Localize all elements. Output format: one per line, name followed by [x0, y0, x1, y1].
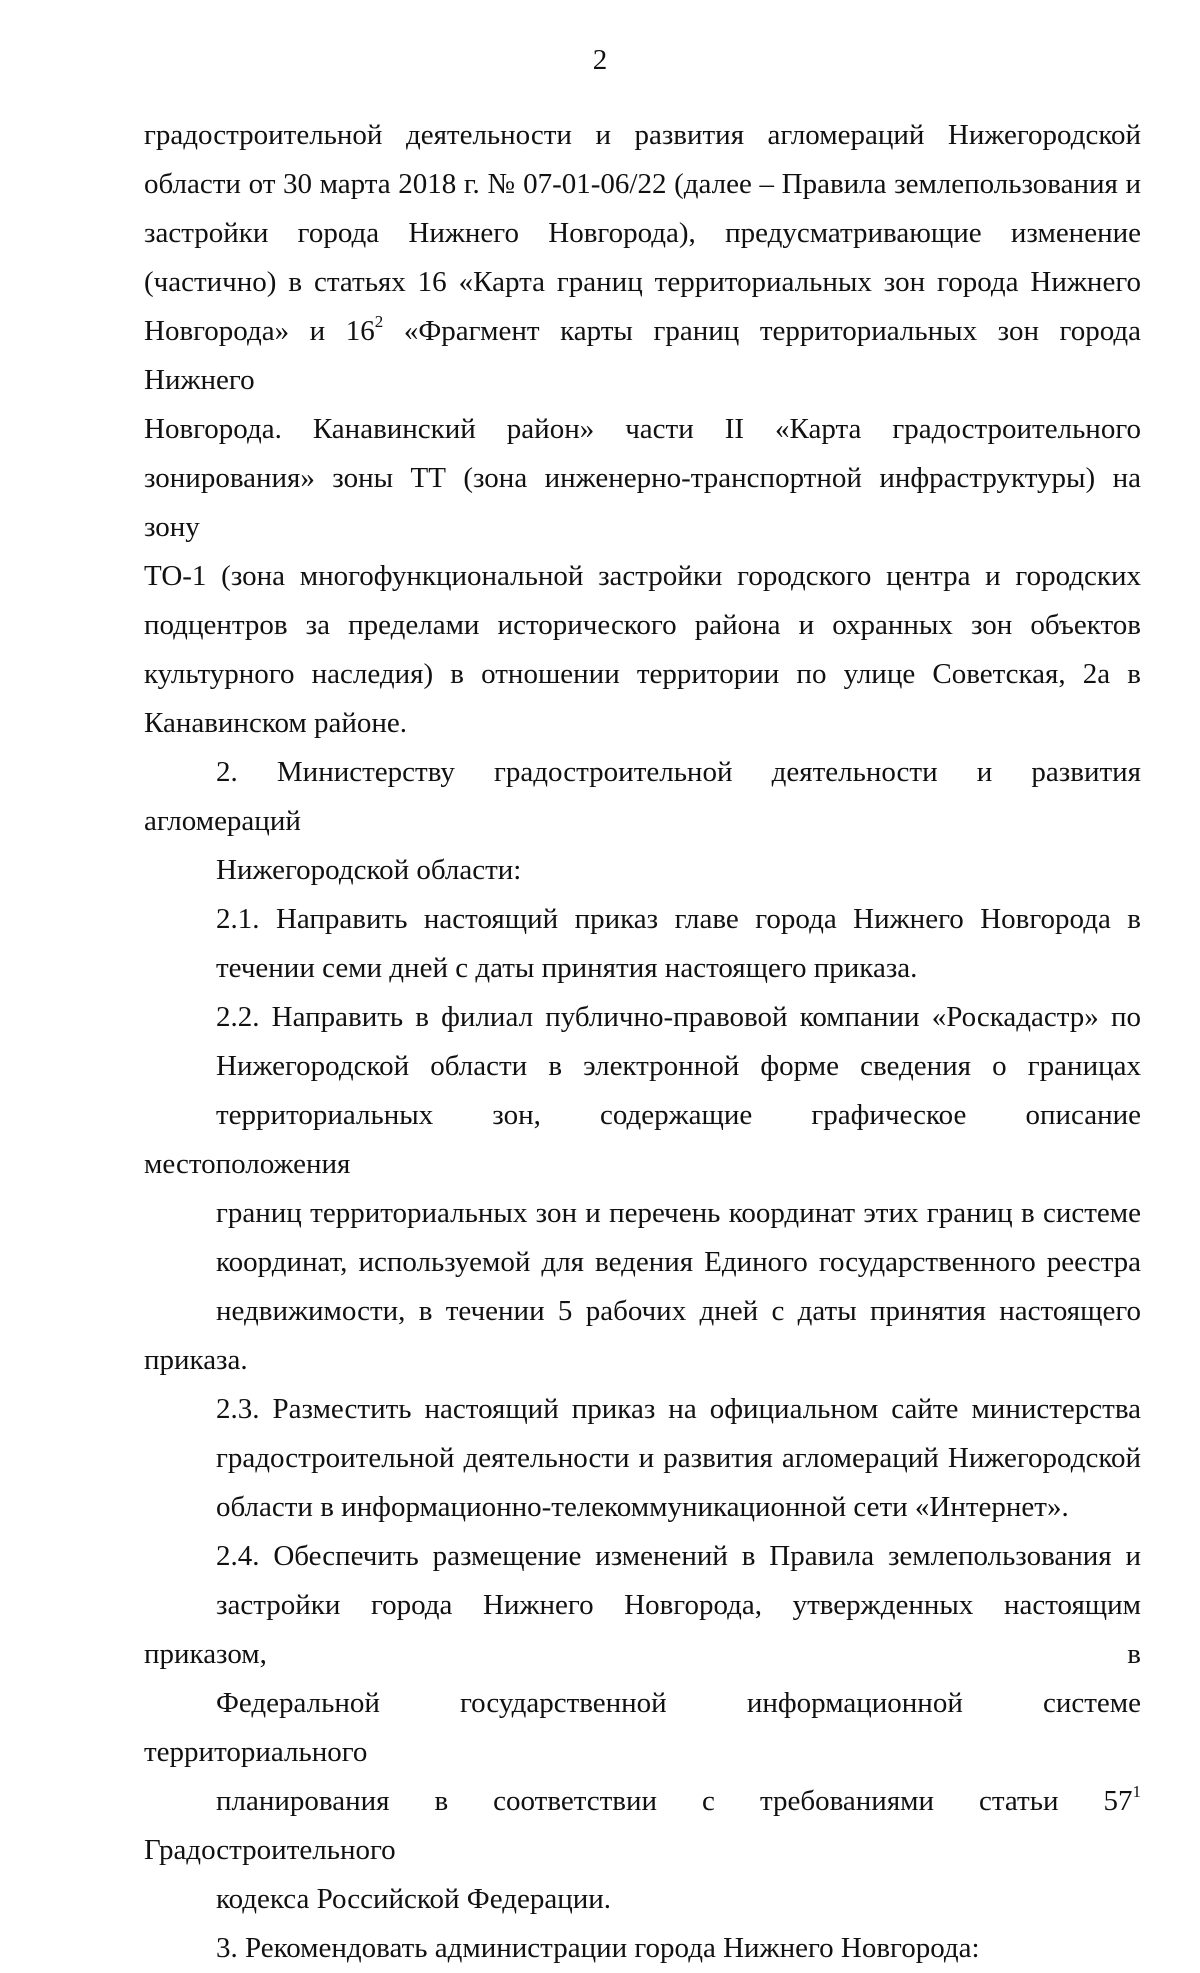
superscript: 2: [374, 312, 384, 331]
text-line: кодекса Российской Федерации.: [216, 1883, 611, 1915]
page-number: 2: [592, 44, 608, 76]
text-line: застройки города Нижнего Новгорода), предусматривающие изменение: [144, 217, 1141, 249]
text-line: области в информационно-телекоммуникационной сети «Интернет».: [216, 1491, 1069, 1523]
text-line: 2.1. Направить настоящий приказ главе города Нижнего Новгорода в: [216, 903, 1141, 935]
paragraph-2-2: [144, 993, 1141, 1385]
text-line: культурного наследия) в отношении территории по улице Советская, 2а в: [144, 658, 1141, 690]
text-line-with-superscript: [144, 307, 1141, 405]
text-line: 2.2. Направить в филиал публично-правовой компании «Роскадастр» по: [216, 1001, 1141, 1033]
text-fragment: Градостроительного: [144, 1834, 396, 1866]
paragraph-2: [144, 748, 1141, 895]
text-line: территориальных зон, содержащие графическое описание местоположения: [144, 1099, 1141, 1180]
text-line: течении семи дней с даты принятия настоящего приказа.: [216, 952, 918, 984]
paragraph-2-1: [144, 895, 1141, 993]
text-line: 3. Рекомендовать администрации города Нижнего Новгорода:: [216, 1932, 980, 1964]
text-line: границ территориальных зон и перечень координат этих границ в системе: [216, 1197, 1141, 1229]
paragraph-2-4: [144, 1532, 1141, 1924]
text-line: 2. Министерству градостроительной деятельности и развития агломераций: [144, 756, 1141, 837]
text-line: Новгорода. Канавинский район» части II «Карта градостроительного: [144, 413, 1141, 445]
paragraph-1-continuation: [144, 111, 1141, 748]
text-fragment: «Фрагмент карты границ территориальных зон города Нижнего: [144, 315, 1141, 396]
text-line: градостроительной деятельности и развития агломераций Нижегородской: [144, 119, 1141, 151]
text-line: Федеральной государственной информационной системе территориального: [144, 1687, 1141, 1768]
text-line: области от 30 марта 2018 г. № 07-01-06/22 (далее – Правила землепользования и: [144, 168, 1141, 200]
text-line: координат, используемой для ведения Единого государственного реестра: [216, 1246, 1141, 1278]
text-line: 2.4. Обеспечить размещение изменений в Правила землепользования и: [216, 1540, 1141, 1572]
paragraph-3: [144, 1924, 1141, 1973]
superscript: 1: [1132, 1782, 1141, 1801]
document-body: [144, 111, 1141, 1973]
paragraph-2-3: [144, 1385, 1141, 1532]
text-line: (частично) в статьях 16 «Карта границ территориальных зон города Нижнего: [144, 266, 1141, 298]
text-line: 2.3. Разместить настоящий приказ на официальном сайте министерства: [216, 1393, 1141, 1425]
text-line: Нижегородской области в электронной форме сведения о границах: [216, 1050, 1141, 1082]
text-line: градостроительной деятельности и развития агломераций Нижегородской: [216, 1442, 1141, 1474]
text-line: недвижимости, в течении 5 рабочих дней с даты принятия настоящего приказа.: [144, 1295, 1141, 1376]
text-line: подцентров за пределами исторического района и охранных зон объектов: [144, 609, 1141, 641]
text-line-with-superscript: [144, 1777, 1141, 1875]
text-line: Нижегородской области:: [216, 854, 522, 886]
text-line: зонирования» зоны ТТ (зона инженерно-транспортной инфраструктуры) на зону: [144, 462, 1141, 543]
text-fragment: планирования в соответствии с требованиями статьи 57: [216, 1785, 1133, 1817]
text-line: ТО-1 (зона многофункциональной застройки городского центра и городских: [144, 560, 1141, 592]
text-fragment: Новгорода» и 16: [144, 315, 375, 347]
text-line: Канавинском районе.: [144, 707, 408, 739]
text-line: застройки города Нижнего Новгорода, утвержденных настоящим приказом, в: [144, 1589, 1141, 1670]
